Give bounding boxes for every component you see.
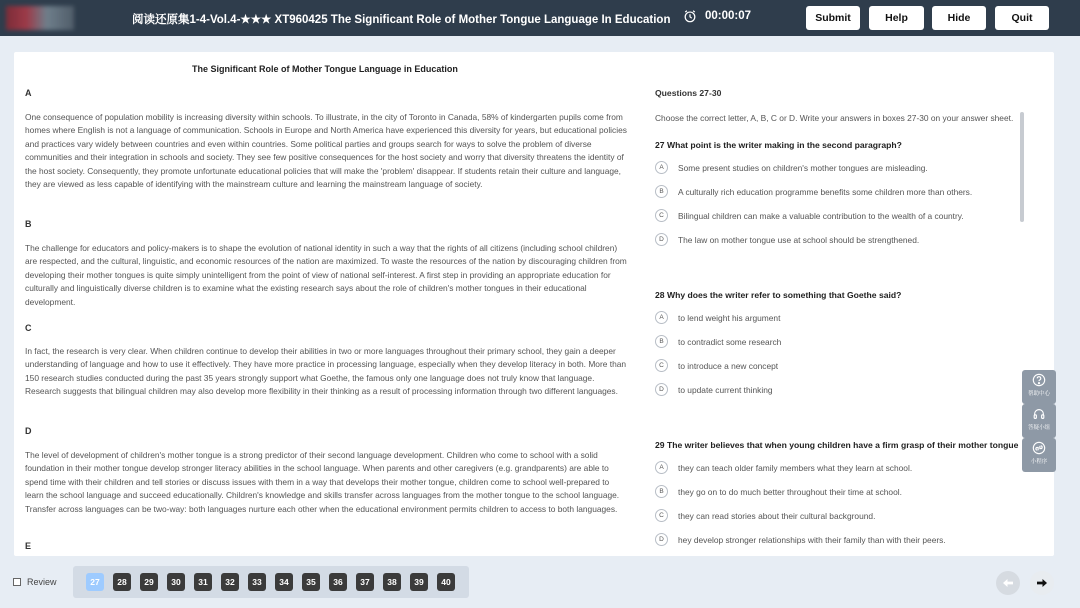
mini-program-icon xyxy=(1032,441,1046,455)
timer-value: 00:00:07 xyxy=(705,10,752,22)
help-center-tool[interactable]: 帮助中心 xyxy=(1022,370,1056,404)
section-letter-e: E xyxy=(25,541,32,551)
submit-button[interactable]: Submit xyxy=(806,6,860,30)
section-letter-a: A xyxy=(25,88,32,98)
next-button[interactable] xyxy=(1030,571,1054,595)
question-28-stem: 28 Why does the writer refer to something that Goethe said? xyxy=(655,290,902,300)
q27-option-a[interactable]: A Some present studies on children's mother tongues are misleading. xyxy=(655,161,928,174)
quit-button[interactable]: Quit xyxy=(995,6,1049,30)
q29-option-b[interactable]: B they go on to do much better throughout their time at school. xyxy=(655,485,902,498)
question-nav-button[interactable]: 34 xyxy=(275,573,293,591)
option-radio[interactable]: C xyxy=(655,359,668,372)
option-radio[interactable]: C xyxy=(655,209,668,222)
passage-title: The Significant Role of Mother Tongue Language in Education xyxy=(192,64,458,74)
document-title: 阅读还原集1-4-Vol.4-★★★ XT960425 The Significant Role of Mother Tongue Language In Education xyxy=(132,14,671,26)
question-29-stem: 29 The writer believes that when young children have a firm grasp of their mother tongue xyxy=(655,440,1019,450)
q28-option-a[interactable]: A to lend weight his argument xyxy=(655,311,780,324)
paragraph-c: In fact, the research is very clear. When children continue to develop their abilities in two or more languages throughout their primary school, they gain a deeper understanding of language and how to use it effectively. They have more practice in processing language, especially when they develop literacy in both. More than 150 research studies conducted during the past 35 years strongly support what Goethe, the famous only one language does not truly know that language. Research suggests that bilingual children may also develop more flexibility in their thinking as a result of processing information through two different languages. xyxy=(25,346,627,397)
questions-instruction: Choose the correct letter, A, B, C or D. Write your answers in boxes 27-30 on your answer sheet. xyxy=(655,113,1014,123)
question-nav-button[interactable]: 27 xyxy=(86,573,104,591)
arrow-right-icon xyxy=(1036,577,1048,589)
hide-button[interactable]: Hide xyxy=(932,6,986,30)
q29-option-a[interactable]: A they can teach older family members what they learn at school. xyxy=(655,461,912,474)
question-nav-button[interactable]: 40 xyxy=(437,573,455,591)
question-circle-icon xyxy=(1032,373,1046,387)
question-27-stem: 27 What point is the writer making in the second paragraph? xyxy=(655,140,902,150)
review-checkbox[interactable] xyxy=(13,578,21,586)
option-radio[interactable]: D xyxy=(655,233,668,246)
paragraph-d: The level of development of children's mother tongue is a strong predictor of their second language development. Children who come to school with a solid foundation in their mother tongue develop stronger literacy abilities in the school language. When parents and other caregivers (e.g. grandparents) are able to spend time with their children and tell stories or discuss issues with them in a way that develops their mother tongue, children come to school well-prepared to learn the school language and succeed educationally. Children's knowledge and skills transfer across languages from the mother tongue to the school language. Transfer across languages can be two-way: both languages nurture each other when the educational environment permits children to access to both languages. xyxy=(25,450,620,514)
question-navigator xyxy=(73,566,469,598)
questions-heading: Questions 27-30 xyxy=(655,88,722,98)
question-nav-button[interactable]: 28 xyxy=(113,573,131,591)
option-radio[interactable]: B xyxy=(655,485,668,498)
question-nav-button[interactable]: 32 xyxy=(221,573,239,591)
question-nav-button[interactable]: 35 xyxy=(302,573,320,591)
option-radio[interactable]: B xyxy=(655,185,668,198)
q27-option-b[interactable]: B A culturally rich education programme benefits some children more than others. xyxy=(655,185,972,198)
q27-option-d[interactable]: D The law on mother tongue use at school should be strengthened. xyxy=(655,233,919,246)
question-nav-button[interactable]: 37 xyxy=(356,573,374,591)
alarm-clock-icon xyxy=(683,9,697,23)
section-letter-d: D xyxy=(25,426,32,436)
q28-option-c[interactable]: C to introduce a new concept xyxy=(655,359,778,372)
option-radio[interactable]: A xyxy=(655,311,668,324)
review-toggle[interactable] xyxy=(13,577,57,587)
help-button[interactable]: Help xyxy=(869,6,924,30)
option-radio[interactable]: A xyxy=(655,161,668,174)
section-letter-b: B xyxy=(25,219,32,229)
option-radio[interactable]: D xyxy=(655,383,668,396)
top-bar xyxy=(0,0,1080,36)
logo xyxy=(6,6,74,30)
reading-passage[interactable] xyxy=(14,52,636,556)
main-panel xyxy=(14,52,1054,556)
q29-option-c[interactable]: C they can read stories about their cultural background. xyxy=(655,509,875,522)
option-radio[interactable]: A xyxy=(655,461,668,474)
q29-option-d[interactable]: D hey develop stronger relationships with their family than with their peers. xyxy=(655,533,946,546)
paragraph-a: One consequence of population mobility is increasing diversity within schools. To illustrate, in the city of Toronto in Canada, 58% of kindergarten pupils come from homes where English is not a language of communication. Schools in Europe and North America have experienced this diversity for years, but educational policies and practices vary widely between countries and even within countries. Some political parties and groups search for ways to solve the problem of diverse communities and their integration in schools and society. They see few positive consequences for the host society and worry that diversity threatens the identity of the host society. Consequently, they promote unfortunate educational policies that will make the 'problem' disappear. If students retain their culture and language, they are viewed as less capable of identifying with the mainstream culture and learning the mainstream language of society. xyxy=(25,112,627,190)
q28-option-b[interactable]: B to contradict some research xyxy=(655,335,781,348)
question-nav-button[interactable]: 38 xyxy=(383,573,401,591)
q28-option-d[interactable]: D to update current thinking xyxy=(655,383,773,396)
question-nav-button[interactable]: 36 xyxy=(329,573,347,591)
option-radio[interactable]: C xyxy=(655,509,668,522)
question-nav-button[interactable]: 30 xyxy=(167,573,185,591)
question-nav-button[interactable]: 31 xyxy=(194,573,212,591)
question-nav-button[interactable]: 29 xyxy=(140,573,158,591)
mini-program-tool[interactable]: 小程序 xyxy=(1022,438,1056,472)
questions-panel[interactable] xyxy=(655,52,1047,556)
arrow-left-icon xyxy=(1002,577,1014,589)
qa-group-tool[interactable]: 答疑小组 xyxy=(1022,404,1056,438)
question-nav-button[interactable]: 33 xyxy=(248,573,266,591)
review-label: Review xyxy=(27,577,57,587)
section-letter-c: C xyxy=(25,323,32,333)
q27-option-c[interactable]: C Bilingual children can make a valuable contribution to the wealth of a country. xyxy=(655,209,964,222)
questions-scrollbar[interactable] xyxy=(1020,112,1024,222)
option-radio[interactable]: D xyxy=(655,533,668,546)
headset-icon xyxy=(1032,407,1046,421)
paragraph-b: The challenge for educators and policy-makers is to shape the evolution of national identity in such a way that the rights of all citizens (including school children) are respected, and the cultural, linguistic, and economic resources of the nation are maximized. To waste the resources of the nation by discouraging children from developing their mother tongues is quite simply unintelligent from the point of view of national self-interest. A first step in providing an appropriate education for culturally and linguistically diverse children is to examine what the existing research says about the role of children's mother tongues in their educational development. xyxy=(25,243,627,307)
question-nav-button[interactable]: 39 xyxy=(410,573,428,591)
previous-button[interactable] xyxy=(996,571,1020,595)
timer xyxy=(683,9,751,23)
option-radio[interactable]: B xyxy=(655,335,668,348)
